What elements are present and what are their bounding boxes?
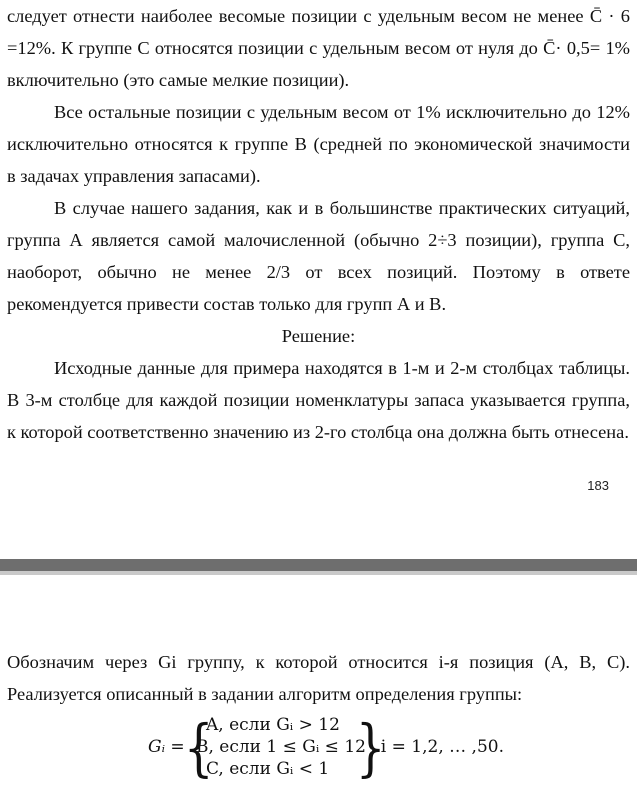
text-line: следует отнести наиболее весомые позиции с удельным весом не менее C̄ · 6 [7, 6, 630, 26]
formula-lhs: Gᵢ = [148, 737, 185, 757]
page-separator [0, 559, 637, 571]
page-number: 183 [587, 478, 609, 493]
text-line: рекомендуется привести состав только для групп А и В. [7, 294, 447, 314]
formula-case-c: C, если Gᵢ < 1 [206, 759, 330, 779]
formula-case-a: A, если Gᵢ > 12 [206, 715, 340, 735]
text-line: исключительно относятся к группе В (средней по экономической значимости [7, 134, 630, 154]
formula-case-b: B, если 1 ≤ Gᵢ ≤ 12 [196, 737, 366, 757]
group-formula [148, 711, 508, 788]
text-line: в задачах управления запасами). [7, 166, 261, 186]
solution-heading-text: Решение: [281, 326, 356, 346]
text-line: Исходные данные для примера находятся в 1-м и 2-м столбцах таблицы. [54, 358, 630, 378]
text-line: =12%. К группе С относятся позиции с удельным весом от нуля до C̄· 0,5= 1% [7, 38, 630, 58]
text-line: В случае нашего задания, как и в большинстве практических ситуаций, [54, 198, 630, 218]
text-line: Обозначим через Gi группу, к которой относится i-я позиция (A, B, C). [7, 652, 630, 672]
text-line: группа А является самой малочисленной (обычно 2÷3 позиции), группа С, [7, 230, 630, 250]
paragraph-group-b [7, 96, 630, 192]
text-line: Реализуется описанный в задании алгоритм определения группы: [7, 684, 523, 704]
text-line: В 3-м столбце для каждой позиции номенклатуры запаса указывается группа, [7, 390, 630, 410]
left-brace: { [183, 711, 214, 784]
text-line: включительно (это самые мелкие позиции). [7, 70, 350, 90]
formula-index-range: , i = 1,2, … ,50. [370, 737, 504, 757]
page-separator-shadow [0, 571, 637, 575]
text-line: к которой соответственно значению из 2-го столбца она должна быть отнесена. [7, 422, 629, 442]
right-brace: } [355, 711, 386, 784]
paragraph-solution [7, 352, 630, 448]
text-line: наоборот, обычно не менее 2/3 от всех позиций. Поэтому в ответе [7, 262, 630, 282]
solution-heading [7, 320, 630, 352]
paragraph-practical-cases [7, 192, 630, 320]
paragraph-notation [7, 646, 630, 710]
paragraph-threshold-a [7, 0, 630, 96]
text-line: Все остальные позиции с удельным весом от 1% исключительно до 12% [54, 102, 630, 122]
